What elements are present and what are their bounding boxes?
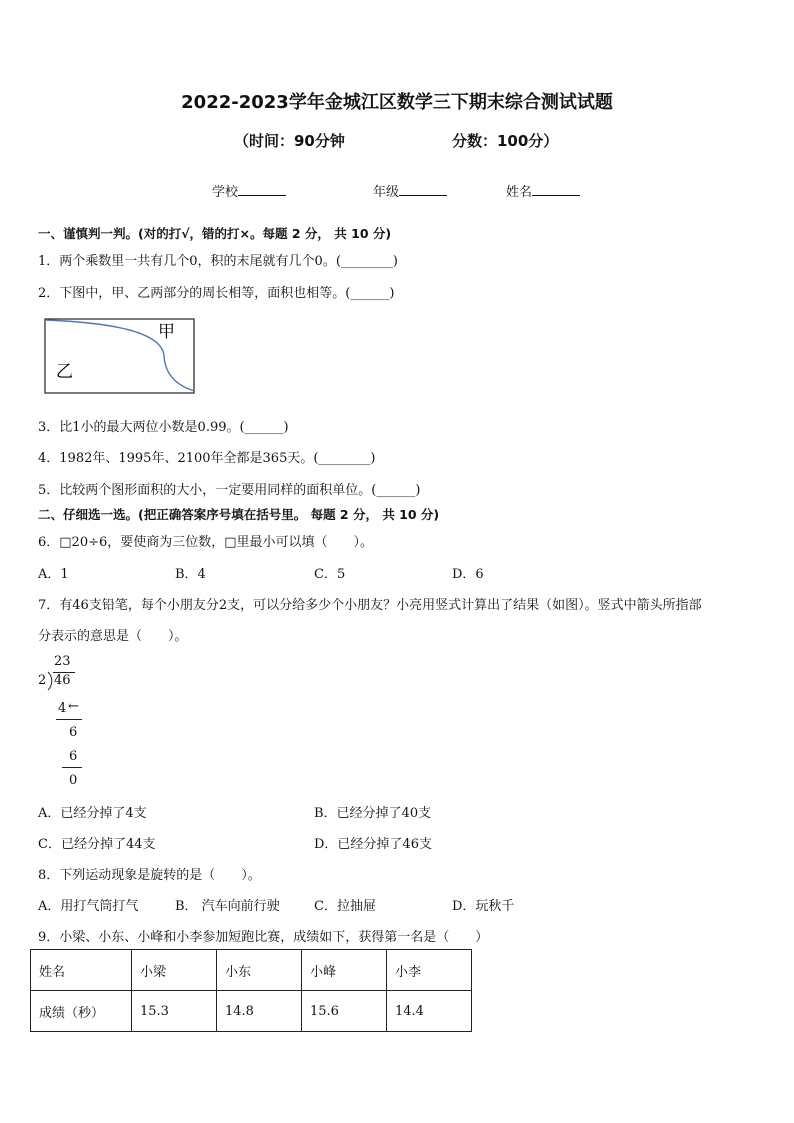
q8-option-b: B． 汽车向前行驶 (175, 899, 280, 914)
division-line-2 (62, 767, 82, 768)
q7-option-c: C．已经分掉了44支 (38, 837, 156, 852)
section-1-heading: 一、谨慎判一判。(对的打√，错的打×。每题 2 分， 共 10 分) (38, 226, 392, 241)
name-field (506, 181, 580, 200)
table-row (31, 991, 472, 1032)
question-7-line-1: 7．有46支铅笔，每个小朋友分2支，可以分给多少个小朋友？小亮用竖式计算出了结果（如图）。竖式中箭头所指部 (38, 598, 702, 613)
division-step-1: 4 (58, 701, 67, 716)
q6-option-a: A．1 (38, 567, 69, 582)
division-line-1 (56, 719, 82, 720)
table-header-cell: 姓名 (31, 950, 132, 991)
exam-score: 分数：100分） (452, 132, 559, 150)
question-8: 8．下列运动现象是旋转的是（ ）。 (38, 868, 261, 883)
name-label: 姓名 (506, 185, 533, 200)
school-label: 学校 (212, 185, 239, 200)
q6-option-c: C．5 (314, 567, 346, 582)
table-header-cell: 小李 (387, 950, 472, 991)
q8-option-c: C．拉抽屉 (314, 899, 376, 914)
division-arrow: ← (68, 699, 79, 714)
q6-option-d: D．6 (452, 567, 484, 582)
section-2-heading: 二、仔细选一选。(把正确答案序号填在括号里。 每题 2 分， 共 10 分) (38, 507, 440, 522)
q8-option-a: A．用打气筒打气 (38, 899, 139, 914)
table-cell: 成绩（秒） (31, 991, 132, 1032)
school-field (212, 181, 286, 200)
table-cell: 14.4 (387, 991, 472, 1032)
table-header-cell: 小梁 (132, 950, 217, 991)
question-9: 9．小梁、小东、小峰和小李参加短跑比赛，成绩如下，获得第一名是（ ） (38, 930, 489, 945)
exam-time: （时间：90分钟 (234, 132, 345, 150)
q7-option-a: A．已经分掉了4支 (38, 806, 147, 821)
name-blank[interactable] (532, 183, 580, 196)
table-cell: 15.3 (132, 991, 217, 1032)
division-quotient: 23 (54, 654, 71, 669)
grade-blank[interactable] (399, 183, 447, 196)
division-divisor: 2 (38, 673, 47, 688)
page-title: 2022-2023学年金城江区数学三下期末综合测试试题 (181, 92, 613, 113)
division-remainder-1: 6 (69, 725, 78, 740)
table-header-cell: 小峰 (302, 950, 387, 991)
question-5: 5．比较两个图形面积的大小，一定要用同样的面积单位。(______) (38, 483, 421, 498)
table-header-cell: 小东 (217, 950, 302, 991)
question-2-figure (44, 318, 196, 394)
division-remainder-2: 0 (69, 773, 78, 788)
q7-option-b: B．已经分掉了40支 (314, 806, 432, 821)
table-header-row (31, 950, 472, 991)
table-cell: 15.6 (302, 991, 387, 1032)
long-division-figure (36, 652, 106, 792)
division-dividend: 46 (54, 673, 71, 688)
figure-label-yi: 乙 (56, 362, 73, 382)
q8-option-d: D．玩秋千 (452, 899, 515, 914)
question-3: 3．比1小的最大两位小数是0.99。(______) (38, 420, 289, 435)
figure-label-jia: 甲 (158, 322, 175, 342)
question-1: 1．两个乘数里一共有几个0，积的末尾就有几个0。(________) (38, 254, 398, 269)
q7-option-d: D．已经分掉了46支 (314, 837, 432, 852)
question-7-line-2: 分表示的意思是（ ）。 (38, 629, 188, 644)
grade-label: 年级 (373, 185, 400, 200)
division-step-2: 6 (69, 749, 78, 764)
question-6: 6．□20÷6，要使商为三位数，□里最小可以填（ ）。 (38, 535, 374, 550)
question-4: 4．1982年、1995年、2100年全都是365天。(________) (38, 451, 376, 466)
school-blank[interactable] (238, 183, 286, 196)
table-cell: 14.8 (217, 991, 302, 1032)
race-results-table (30, 949, 472, 1032)
question-2: 2．下图中，甲、乙两部分的周长相等，面积也相等。(______) (38, 286, 395, 301)
q6-option-b: B．4 (175, 567, 206, 582)
grade-field (373, 181, 447, 200)
